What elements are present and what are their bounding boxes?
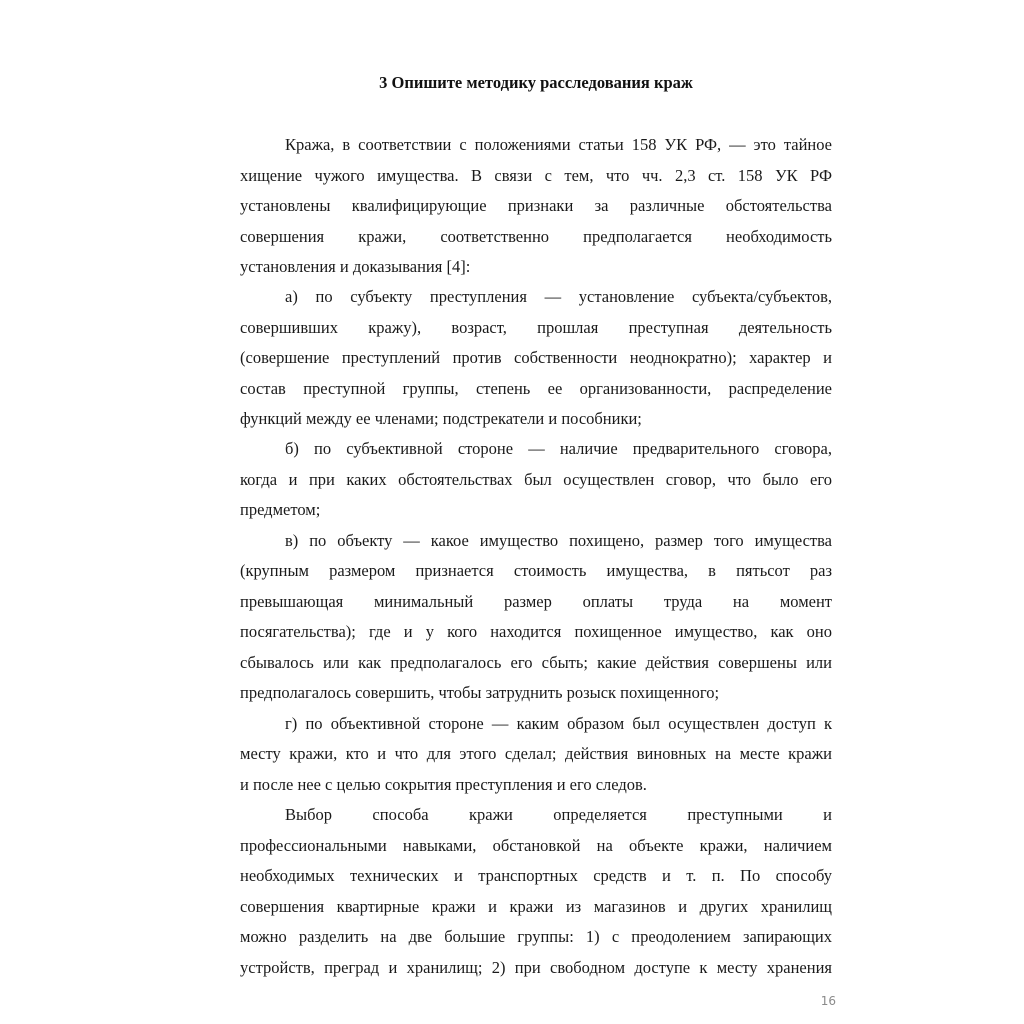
text-line: а) по субъекту преступления — установление субъекта/субъектов, xyxy=(285,287,832,306)
text-line: и после нее с целью сокрытия преступления и его следов. xyxy=(240,775,647,794)
text-line: г) по объективной стороне — каким образом был осуществлен доступ к xyxy=(285,714,832,733)
text-line: хищение чужого имущества. В связи с тем, что чч. 2,3 ст. 158 УК РФ xyxy=(240,166,832,185)
text-line: (совершение преступлений против собственности неоднократно); характер и xyxy=(240,348,832,367)
text-line: когда и при каких обстоятельствах был осуществлен сговор, что было его xyxy=(240,470,832,489)
text-line: б) по субъективной стороне — наличие предварительного сговора, xyxy=(285,439,832,458)
text-line: профессиональными навыками, обстановкой на объекте кражи, наличием xyxy=(240,836,832,855)
text-line: в) по объекту — какое имущество похищено, размер того имущества xyxy=(285,531,832,550)
text-line: месту кражи, кто и что для этого сделал; действия виновных на месте кражи xyxy=(240,744,832,763)
text-line: функций между ее членами; подстрекатели и пособники; xyxy=(240,409,642,428)
text-line: совершивших кражу), возраст, прошлая преступная деятельность xyxy=(240,318,832,337)
text-line: установления и доказывания [4]: xyxy=(240,257,471,276)
text-line: предполагалось совершить, чтобы затруднить розыск похищенного; xyxy=(240,683,720,702)
text-line: необходимых технических и транспортных средств и т. п. По способу xyxy=(240,866,832,885)
text-line: превышающая минимальный размер оплаты труда на момент xyxy=(240,592,832,611)
text-line: совершения кражи, соответственно предполагается необходимость xyxy=(240,227,832,246)
text-line: Выбор способа кражи определяется преступными и xyxy=(285,805,832,824)
section-heading: 3 Опишите методику расследования краж xyxy=(379,73,693,92)
text-line: состав преступной группы, степень ее организованности, распределение xyxy=(240,379,832,398)
page-number: 16 xyxy=(820,994,836,1008)
text-line: установлены квалифицирующие признаки за различные обстоятельства xyxy=(240,196,832,215)
text-line: предметом; xyxy=(240,500,321,519)
text-line: Кража, в соответствии с положениями статьи 158 УК РФ, — это тайное xyxy=(285,135,832,154)
text-line: устройств, преград и хранилищ; 2) при свободном доступе к месту хранения xyxy=(240,958,832,977)
text-line: сбывалось или как предполагалось его сбыть; какие действия совершены или xyxy=(240,653,832,672)
text-line: совершения квартирные кражи и кражи из магазинов и других хранилищ xyxy=(240,897,832,916)
text-line: можно разделить на две большие группы: 1) с преодолением запирающих xyxy=(240,927,832,946)
text-line: посягательства); где и у кого находится похищенное имущество, как оно xyxy=(240,622,832,641)
text-line: (крупным размером признается стоимость имущества, в пятьсот раз xyxy=(240,561,832,580)
